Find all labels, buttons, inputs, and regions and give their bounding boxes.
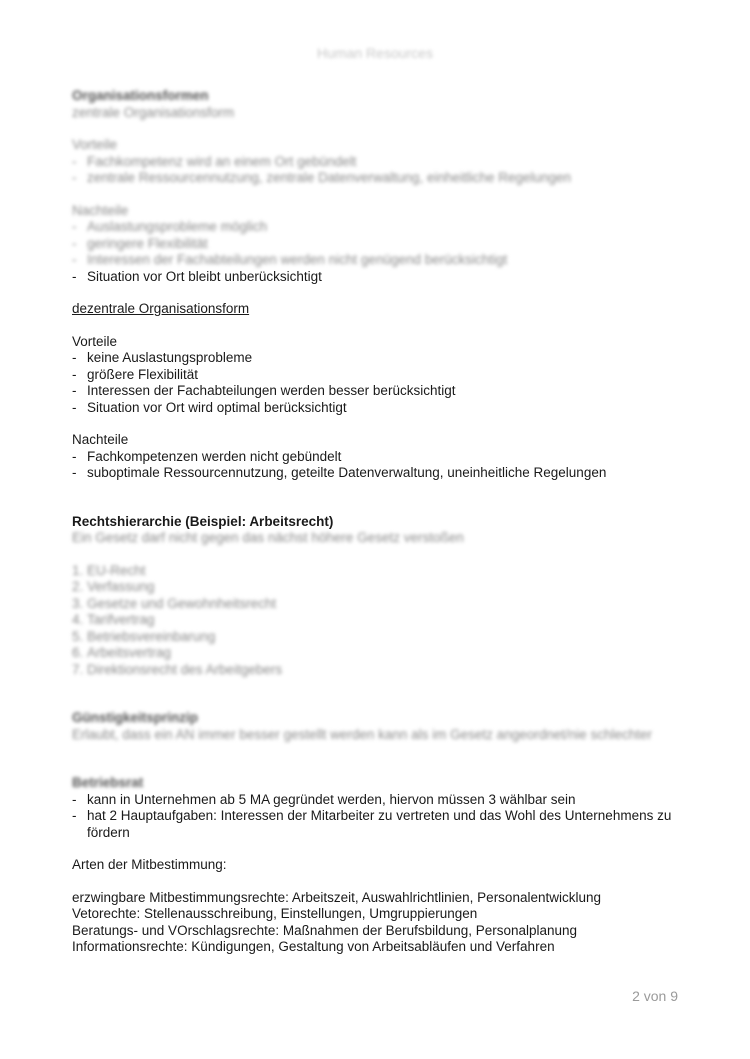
page-number: 2 von 9 [632, 988, 678, 1004]
page-header: Human Resources [317, 45, 433, 61]
guenstigkeitsprinzip-text: Erlaubt, dass ein AN immer besser gestellt werden kann als im Gesetz angeordnet/nie schlechter [72, 726, 653, 742]
list-item: 6. Arbeitsvertrag [72, 645, 172, 660]
subheading-dezentrale: dezentrale Organisationsform [72, 301, 250, 316]
list-item: 7. Direktionsrecht des Arbeitgebers [72, 661, 283, 677]
list-item: - hat 2 Hauptaufgaben: Interessen der Mitarbeiter zu vertreten und das Wohl des Unternehmens zu fördern [72, 808, 672, 840]
label-nachteile-dezentral: Nachteile [72, 432, 129, 447]
right-veto: Vetorechte: Stellenausschreibung, Einstellungen, Umgruppierungen [72, 906, 478, 921]
list-nachteile-dezentral [72, 449, 692, 482]
list-vorteile-dezentral [72, 350, 692, 416]
list-betriebsrat [72, 792, 692, 842]
right-erzwingbar: erzwingbare Mitbestimmungsrechte: Arbeitszeit, Auswahlrichtlinien, Personalentwicklung [72, 889, 601, 905]
list-item: - Situation vor Ort bleibt unberücksichtigt [72, 268, 322, 284]
list-item: - suboptimale Ressourcennutzung, geteilte Datenverwaltung, uneinheitliche Regelungen [72, 465, 607, 480]
label-arten-mitbestimmung: Arten der Mitbestimmung: [72, 857, 227, 872]
list-item: - Situation vor Ort wird optimal berücksichtigt [72, 399, 347, 415]
list-item: - keine Auslastungsprobleme [72, 350, 253, 365]
list-rechtshierarchie [72, 563, 692, 679]
list-item: - zentrale Ressourcennutzung, zentrale Datenverwaltung, einheitliche Regelungen [72, 170, 572, 185]
list-item: - Fachkompetenz wird an einem Ort gebündelt [72, 153, 357, 169]
list-item: 2. Verfassung [72, 579, 155, 594]
list-item: - geringere Flexibilität [72, 235, 208, 251]
list-vorteile-zentral [72, 154, 692, 187]
heading-guenstigkeitsprinzip: Günstigkeitsprinzip [72, 710, 199, 725]
label-nachteile-zentral: Nachteile [72, 202, 129, 218]
list-item: 1. EU-Recht [72, 562, 146, 578]
label-vorteile-zentral: Vorteile [72, 137, 118, 152]
right-information: Informationsrechte: Kündigungen, Gestaltung von Arbeitsabläufen und Verfahren [72, 939, 555, 954]
document-body [72, 88, 692, 956]
subheading-zentrale: zentrale Organisationsform [72, 104, 235, 120]
list-item: - Auslastungsprobleme möglich [72, 219, 268, 234]
label-vorteile-dezentral: Vorteile [72, 333, 118, 349]
right-beratung: Beratungs- und VOrschlagsrechte: Maßnahmen der Berufsbildung, Personalplanung [72, 922, 578, 938]
list-item: - Fachkompetenzen werden nicht gebündelt [72, 448, 342, 464]
list-item: 3. Gesetze und Gewohnheitsrecht [72, 595, 277, 611]
heading-betriebsrat: Betriebsrat [72, 775, 144, 790]
list-item: - Interessen der Fachabteilungen werden nicht genügend berücksichtigt [72, 252, 508, 267]
heading-rechtshierarchie: Rechtshierarchie (Beispiel: Arbeitsrecht) [72, 513, 334, 529]
list-item: 4. Tarifvertrag [72, 612, 155, 627]
list-item: 5. Betriebsvereinbarung [72, 628, 216, 644]
list-item: - kann in Unternehmen ab 5 MA gegründet werden, hiervon müssen 3 wählbar sein [72, 791, 576, 807]
heading-organisationsformen: Organisationsformen [72, 88, 209, 103]
list-nachteile-zentral [72, 219, 692, 285]
rechtshierarchie-intro: Ein Gesetz darf nicht gegen das nächst höhere Gesetz verstoßen [72, 530, 464, 545]
list-item: - größere Flexibilität [72, 366, 199, 382]
list-item: - Interessen der Fachabteilungen werden besser berücksichtigt [72, 383, 456, 398]
